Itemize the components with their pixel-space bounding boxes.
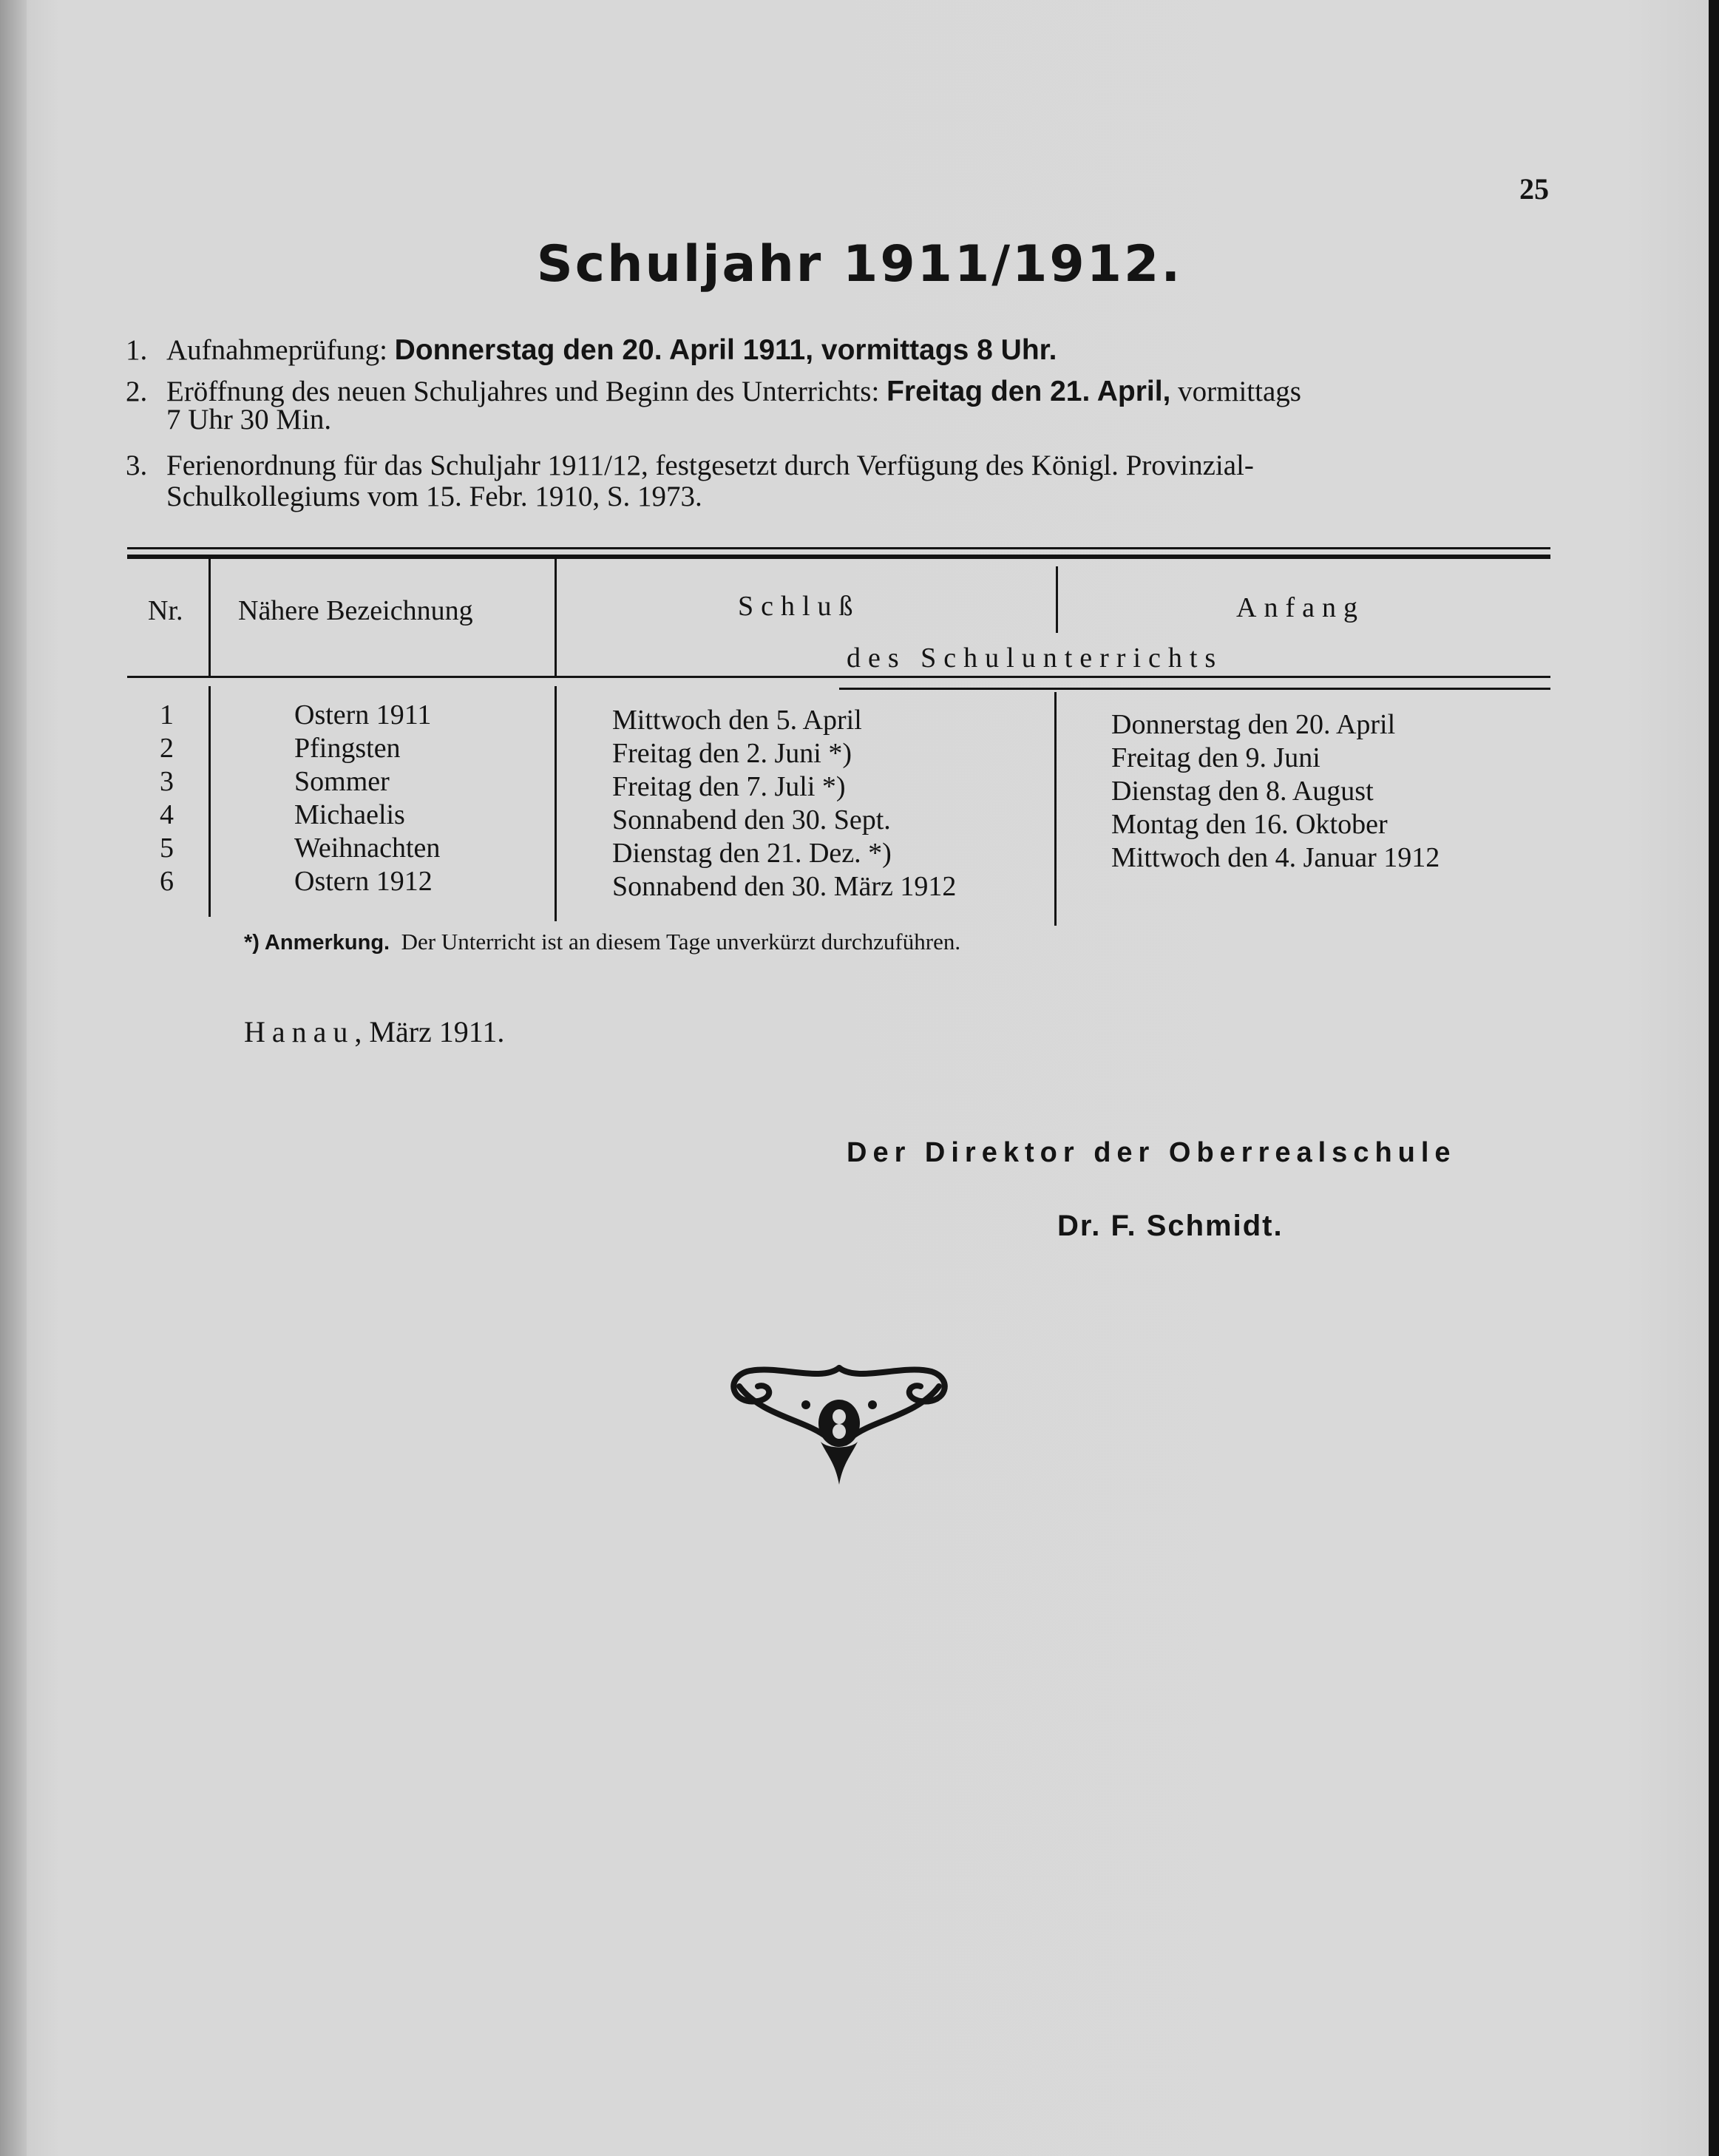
header-schluss: Schluß bbox=[738, 591, 861, 622]
column-divider bbox=[208, 559, 211, 677]
column-divider bbox=[555, 686, 557, 921]
cell-anfang: Mittwoch den 4. Januar 1912 bbox=[1111, 842, 1440, 873]
cell-name: Ostern 1912 bbox=[294, 866, 433, 897]
cell-nr: 5 bbox=[160, 833, 174, 864]
column-divider bbox=[1054, 692, 1057, 926]
cell-schluss: Freitag den 2. Juni *) bbox=[612, 738, 852, 769]
cell-anfang: Donnerstag den 20. April bbox=[1111, 709, 1396, 740]
footnote-text: Der Unterricht ist an diesem Tage unverkürzt durchzuführen. bbox=[401, 929, 961, 955]
cell-anfang: Dienstag den 8. August bbox=[1111, 776, 1374, 807]
header-anfang: Anfang bbox=[1236, 592, 1365, 623]
scan-edge-right bbox=[1709, 0, 1719, 2156]
cell-schluss: Freitag den 7. Juli *) bbox=[612, 771, 846, 802]
cell-name: Sommer bbox=[294, 766, 390, 797]
column-divider bbox=[1056, 566, 1058, 633]
list-item-3-line2: Schulkollegiums vom 15. Febr. 1910, S. 1973. bbox=[166, 481, 702, 512]
item-number: 1. bbox=[126, 334, 148, 366]
cell-schluss: Dienstag den 21. Dez. *) bbox=[612, 838, 892, 869]
cell-schluss: Mittwoch den 5. April bbox=[612, 705, 862, 736]
table-top-rule-2 bbox=[127, 555, 1550, 559]
cell-name: Weihnachten bbox=[294, 833, 441, 864]
cell-name: Ostern 1911 bbox=[294, 699, 432, 730]
header-bezeichnung: Nähere Bezeichnung bbox=[238, 595, 473, 626]
item-text-after: vormittags bbox=[1170, 376, 1301, 407]
place-date bbox=[244, 1014, 504, 1049]
signature-title: Der Direktor der Oberrealschule bbox=[847, 1137, 1457, 1168]
header-nr: Nr. bbox=[148, 595, 183, 626]
table-header-rule bbox=[127, 676, 1550, 678]
list-item-2-line2: 7 Uhr 30 Min. bbox=[166, 404, 332, 435]
item-text: Aufnahmeprüfung: bbox=[166, 334, 395, 366]
cell-nr: 2 bbox=[160, 733, 174, 764]
footnote-marker: *) Anmerkung. bbox=[244, 931, 390, 955]
table-top-rule bbox=[127, 547, 1550, 549]
art-nouveau-ornament-icon bbox=[717, 1353, 961, 1486]
column-divider bbox=[208, 686, 211, 917]
header-sub: des Schulunterrichts bbox=[847, 643, 1224, 674]
item-number: 2. bbox=[126, 376, 148, 407]
item-emphasis: Donnerstag den 20. April 1911, vormittags 8 Uhr. bbox=[394, 334, 1057, 366]
item-text: Ferienordnung für das Schuljahr 1911/12, festgesetzt durch Verfügung des Königl. Provinzial- bbox=[166, 450, 1254, 481]
signature-name: Dr. F. Schmidt. bbox=[1057, 1210, 1284, 1242]
cell-nr: 6 bbox=[160, 866, 174, 897]
cell-nr: 4 bbox=[160, 799, 174, 830]
item-text: Eröffnung des neuen Schuljahres und Beginn des Unterrichts: bbox=[166, 376, 887, 407]
column-divider bbox=[555, 559, 557, 677]
item-emphasis: Freitag den 21. April, bbox=[886, 376, 1171, 407]
cell-nr: 1 bbox=[160, 699, 174, 730]
cell-nr: 3 bbox=[160, 766, 174, 797]
place: Hanau bbox=[244, 1015, 355, 1048]
cell-name: Michaelis bbox=[294, 799, 405, 830]
cell-name: Pfingsten bbox=[294, 733, 401, 764]
cell-schluss: Sonnabend den 30. Sept. bbox=[612, 804, 891, 835]
cell-schluss: Sonnabend den 30. März 1912 bbox=[612, 871, 957, 902]
date: , März 1911. bbox=[354, 1015, 505, 1048]
cell-anfang: Freitag den 9. Juni bbox=[1111, 742, 1320, 773]
table-header-rule-2 bbox=[839, 688, 1550, 690]
footnote bbox=[244, 929, 960, 955]
cell-anfang: Montag den 16. Oktober bbox=[1111, 809, 1388, 840]
page-title: Schuljahr 1911/1912. bbox=[536, 235, 1183, 294]
scan-edge-left bbox=[0, 0, 27, 2156]
page-number: 25 bbox=[1519, 172, 1549, 206]
item-number: 3. bbox=[126, 450, 148, 481]
